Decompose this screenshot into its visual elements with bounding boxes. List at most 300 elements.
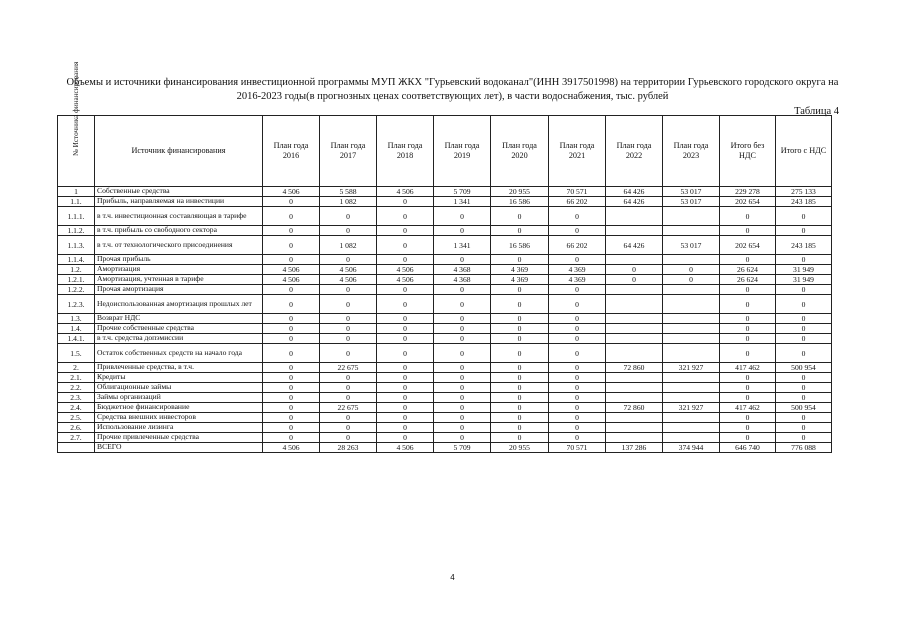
row-value: 417 462 xyxy=(720,403,776,413)
row-value: 72 860 xyxy=(606,363,663,373)
row-value: 22 675 xyxy=(320,363,377,373)
row-value: 0 xyxy=(263,255,320,265)
row-value: 64 426 xyxy=(606,197,663,207)
row-value: 20 955 xyxy=(491,443,549,453)
row-source: Привлеченные средства, в т.ч. xyxy=(95,363,263,373)
row-value: 0 xyxy=(434,334,491,344)
row-value xyxy=(663,383,720,393)
row-value: 0 xyxy=(377,413,434,423)
row-value: 66 202 xyxy=(549,236,606,255)
row-value xyxy=(663,423,720,433)
row-value: 500 954 xyxy=(776,363,832,373)
row-code: 1.1.3. xyxy=(58,236,95,255)
row-value: 0 xyxy=(491,403,549,413)
row-value: 0 xyxy=(720,207,776,226)
row-value: 0 xyxy=(320,433,377,443)
row-code: 1.1.1. xyxy=(58,207,95,226)
row-value: 0 xyxy=(377,285,434,295)
row-value: 28 263 xyxy=(320,443,377,453)
row-value: 137 286 xyxy=(606,443,663,453)
row-value: 0 xyxy=(549,433,606,443)
row-value xyxy=(606,433,663,443)
row-value: 0 xyxy=(776,207,832,226)
row-value xyxy=(663,314,720,324)
row-source: Средства внешних инвесторов xyxy=(95,413,263,423)
row-value: 0 xyxy=(263,226,320,236)
row-value: 0 xyxy=(377,226,434,236)
row-value: 0 xyxy=(491,433,549,443)
row-value: 776 088 xyxy=(776,443,832,453)
row-value: 1 341 xyxy=(434,236,491,255)
row-value: 0 xyxy=(491,207,549,226)
row-value xyxy=(606,295,663,314)
row-value: 0 xyxy=(320,344,377,363)
table-row xyxy=(58,226,832,236)
row-value: 4 506 xyxy=(263,265,320,275)
row-value: 5 709 xyxy=(434,187,491,197)
row-value xyxy=(663,207,720,226)
row-value: 1 341 xyxy=(434,197,491,207)
row-value: 0 xyxy=(720,314,776,324)
row-value: 0 xyxy=(491,285,549,295)
row-value: 31 949 xyxy=(776,275,832,285)
table-row xyxy=(58,265,832,275)
header-2021: План года 2021 xyxy=(549,116,606,187)
row-value: 0 xyxy=(263,324,320,334)
row-value: 243 185 xyxy=(776,236,832,255)
row-value xyxy=(663,393,720,403)
row-value: 0 xyxy=(776,334,832,344)
header-source: Источник финансирования xyxy=(95,116,263,187)
row-code: 2. xyxy=(58,363,95,373)
row-value: 64 426 xyxy=(606,236,663,255)
row-value xyxy=(663,373,720,383)
table-row xyxy=(58,403,832,413)
row-value: 0 xyxy=(720,295,776,314)
row-value: 0 xyxy=(776,324,832,334)
row-value: 0 xyxy=(377,403,434,413)
row-value: 243 185 xyxy=(776,197,832,207)
table-row xyxy=(58,393,832,403)
row-value: 0 xyxy=(720,324,776,334)
row-value: 0 xyxy=(491,334,549,344)
row-value: 0 xyxy=(434,285,491,295)
table-row xyxy=(58,433,832,443)
header-2016: План года 2016 xyxy=(263,116,320,187)
row-source: Собственные средства xyxy=(95,187,263,197)
table-body xyxy=(58,187,832,453)
row-value: 0 xyxy=(377,324,434,334)
row-value: 0 xyxy=(263,207,320,226)
row-value: 16 586 xyxy=(491,197,549,207)
row-value: 4 369 xyxy=(491,265,549,275)
row-source: Недоиспользованная амортизация прошлых лет xyxy=(95,295,263,314)
row-value: 0 xyxy=(549,423,606,433)
row-value: 0 xyxy=(491,226,549,236)
row-value: 0 xyxy=(720,413,776,423)
row-value: 202 654 xyxy=(720,236,776,255)
row-value xyxy=(606,324,663,334)
row-value: 417 462 xyxy=(720,363,776,373)
row-value: 53 017 xyxy=(663,197,720,207)
row-value: 646 740 xyxy=(720,443,776,453)
row-source: Амортизация xyxy=(95,265,263,275)
row-value: 0 xyxy=(377,383,434,393)
row-value: 0 xyxy=(720,334,776,344)
row-value: 0 xyxy=(377,255,434,265)
row-value: 4 506 xyxy=(263,275,320,285)
row-value: 0 xyxy=(720,433,776,443)
row-value: 0 xyxy=(263,334,320,344)
row-code: 2.6. xyxy=(58,423,95,433)
row-value xyxy=(606,413,663,423)
row-value: 0 xyxy=(549,295,606,314)
row-value: 0 xyxy=(263,423,320,433)
row-value: 16 586 xyxy=(491,236,549,255)
row-value: 0 xyxy=(434,324,491,334)
row-value: 4 506 xyxy=(263,443,320,453)
row-value: 0 xyxy=(434,403,491,413)
row-value: 0 xyxy=(720,344,776,363)
table-row xyxy=(58,275,832,285)
row-value: 53 017 xyxy=(663,187,720,197)
table-row xyxy=(58,334,832,344)
row-code: 1.2.3. xyxy=(58,295,95,314)
row-value: 0 xyxy=(263,433,320,443)
table-row xyxy=(58,383,832,393)
row-value: 1 082 xyxy=(320,236,377,255)
row-value: 0 xyxy=(491,423,549,433)
row-value: 0 xyxy=(720,393,776,403)
row-code: 2.5. xyxy=(58,413,95,423)
row-value xyxy=(663,413,720,423)
row-value: 0 xyxy=(434,363,491,373)
table-row xyxy=(58,285,832,295)
row-value xyxy=(606,344,663,363)
row-value: 0 xyxy=(720,383,776,393)
row-source: Кредиты xyxy=(95,373,263,383)
row-value: 0 xyxy=(491,363,549,373)
row-value: 22 675 xyxy=(320,403,377,413)
row-value: 0 xyxy=(320,295,377,314)
row-value: 0 xyxy=(263,373,320,383)
row-value: 0 xyxy=(776,423,832,433)
row-value: 0 xyxy=(720,285,776,295)
row-value: 0 xyxy=(491,295,549,314)
table-row xyxy=(58,207,832,226)
row-value: 0 xyxy=(549,207,606,226)
row-value: 4 506 xyxy=(377,275,434,285)
row-source: Прочая прибыль xyxy=(95,255,263,265)
row-value xyxy=(663,334,720,344)
row-value: 0 xyxy=(377,197,434,207)
row-source: Займы организаций xyxy=(95,393,263,403)
row-value: 0 xyxy=(320,423,377,433)
row-value xyxy=(663,255,720,265)
row-source: Амортизация, учтенная в тарифе xyxy=(95,275,263,285)
row-value xyxy=(606,334,663,344)
row-value: 66 202 xyxy=(549,197,606,207)
row-value: 0 xyxy=(776,285,832,295)
row-value: 0 xyxy=(776,383,832,393)
table-row xyxy=(58,443,832,453)
row-source: Прочие привлеченные средства xyxy=(95,433,263,443)
row-value: 0 xyxy=(491,373,549,383)
row-value: 0 xyxy=(434,226,491,236)
row-source: ВСЕГО xyxy=(95,443,263,453)
row-value: 0 xyxy=(263,295,320,314)
row-value: 0 xyxy=(606,275,663,285)
row-code: 2.1. xyxy=(58,373,95,383)
row-value: 72 860 xyxy=(606,403,663,413)
row-value: 0 xyxy=(720,423,776,433)
row-value xyxy=(606,226,663,236)
row-code xyxy=(58,443,95,453)
row-value: 0 xyxy=(434,255,491,265)
row-value: 0 xyxy=(491,393,549,403)
row-code: 1.2. xyxy=(58,265,95,275)
row-value: 0 xyxy=(434,314,491,324)
title-line-2: 2016-2023 годы(в прогнозных ценах соответствующих лет), в части водоснабжения, тыс. рублей xyxy=(236,91,669,102)
row-value: 0 xyxy=(377,373,434,383)
table-row xyxy=(58,197,832,207)
row-value: 0 xyxy=(377,393,434,403)
row-value: 0 xyxy=(776,295,832,314)
row-value: 0 xyxy=(776,255,832,265)
row-value: 31 949 xyxy=(776,265,832,275)
row-value: 0 xyxy=(320,314,377,324)
row-value: 0 xyxy=(549,334,606,344)
row-value: 0 xyxy=(776,393,832,403)
row-value: 0 xyxy=(377,314,434,324)
row-value: 0 xyxy=(320,285,377,295)
row-value: 0 xyxy=(776,433,832,443)
row-value: 0 xyxy=(377,236,434,255)
row-value: 4 369 xyxy=(549,275,606,285)
row-value: 0 xyxy=(606,265,663,275)
row-source: Прибыль, направляемая на инвестиции xyxy=(95,197,263,207)
row-value: 0 xyxy=(549,383,606,393)
row-value: 0 xyxy=(720,255,776,265)
row-value: 0 xyxy=(320,393,377,403)
row-value: 0 xyxy=(320,334,377,344)
row-code: 1.2.2. xyxy=(58,285,95,295)
row-value: 0 xyxy=(320,413,377,423)
table-row xyxy=(58,373,832,383)
row-value: 0 xyxy=(776,226,832,236)
row-value: 0 xyxy=(663,275,720,285)
row-value xyxy=(606,373,663,383)
table-row xyxy=(58,344,832,363)
row-value: 0 xyxy=(549,373,606,383)
row-value: 0 xyxy=(549,344,606,363)
header-2020: План года 2020 xyxy=(491,116,549,187)
row-value: 0 xyxy=(491,324,549,334)
row-value: 70 571 xyxy=(549,443,606,453)
title-line-1: Объемы и источники финансирования инвестиционной программы МУП ЖКХ "Гурьевский водоканал"(ИНН 3917501998) на территории Гурьевского городского округа на xyxy=(66,77,839,88)
table-row xyxy=(58,255,832,265)
table-row xyxy=(58,413,832,423)
row-value: 0 xyxy=(377,363,434,373)
row-value: 0 xyxy=(720,373,776,383)
row-code: 1.4.1. xyxy=(58,334,95,344)
row-value xyxy=(663,226,720,236)
row-source: Остаток собственных средств на начало года xyxy=(95,344,263,363)
header-code: № Источника финансирования xyxy=(58,116,95,187)
row-value: 20 955 xyxy=(491,187,549,197)
row-value: 0 xyxy=(776,344,832,363)
header-2022: План года 2022 xyxy=(606,116,663,187)
row-value: 500 954 xyxy=(776,403,832,413)
row-value: 0 xyxy=(549,413,606,423)
row-value: 0 xyxy=(491,314,549,324)
row-value: 4 368 xyxy=(434,275,491,285)
row-source: в т.ч. от технологического присоединения xyxy=(95,236,263,255)
row-value: 202 654 xyxy=(720,197,776,207)
table-row xyxy=(58,423,832,433)
row-value: 26 624 xyxy=(720,265,776,275)
row-value: 0 xyxy=(491,255,549,265)
row-value: 229 278 xyxy=(720,187,776,197)
row-value: 64 426 xyxy=(606,187,663,197)
table-row xyxy=(58,295,832,314)
row-value: 0 xyxy=(434,207,491,226)
row-value: 0 xyxy=(434,373,491,383)
row-code: 1.4. xyxy=(58,324,95,334)
row-value: 0 xyxy=(263,403,320,413)
row-value: 4 506 xyxy=(377,443,434,453)
row-value: 0 xyxy=(434,433,491,443)
row-code: 1.1.2. xyxy=(58,226,95,236)
header-2023: План года 2023 xyxy=(663,116,720,187)
table-row xyxy=(58,324,832,334)
row-value: 4 506 xyxy=(263,187,320,197)
row-value: 0 xyxy=(776,413,832,423)
row-value: 0 xyxy=(776,373,832,383)
row-value: 374 944 xyxy=(663,443,720,453)
table-row xyxy=(58,363,832,373)
row-value: 5 709 xyxy=(434,443,491,453)
row-value: 4 368 xyxy=(434,265,491,275)
row-value xyxy=(663,295,720,314)
row-value: 5 588 xyxy=(320,187,377,197)
row-value: 4 506 xyxy=(377,265,434,275)
row-value: 0 xyxy=(434,413,491,423)
row-value: 0 xyxy=(263,344,320,363)
row-source: Бюджетное финансирование xyxy=(95,403,263,413)
row-value: 0 xyxy=(549,363,606,373)
row-value: 0 xyxy=(320,383,377,393)
row-value: 0 xyxy=(377,344,434,363)
row-value: 0 xyxy=(549,226,606,236)
row-code: 1.2.1. xyxy=(58,275,95,285)
table-row xyxy=(58,314,832,324)
row-value: 0 xyxy=(549,393,606,403)
document-title xyxy=(20,76,885,104)
row-code: 1.5. xyxy=(58,344,95,363)
row-value: 0 xyxy=(549,324,606,334)
header-total-no-vat: Итого без НДС xyxy=(720,116,776,187)
row-code: 1.1.4. xyxy=(58,255,95,265)
row-value: 321 927 xyxy=(663,403,720,413)
row-value: 0 xyxy=(263,236,320,255)
row-source: в т.ч. инвестиционная составляющая в тарифе xyxy=(95,207,263,226)
row-source: Прочие собственные средства xyxy=(95,324,263,334)
row-value xyxy=(606,393,663,403)
row-value: 0 xyxy=(720,226,776,236)
row-value xyxy=(606,383,663,393)
row-value: 0 xyxy=(434,393,491,403)
header-total-vat: Итого с НДС xyxy=(776,116,832,187)
row-value: 0 xyxy=(549,285,606,295)
row-value: 0 xyxy=(434,423,491,433)
row-value: 0 xyxy=(320,226,377,236)
row-value xyxy=(663,324,720,334)
row-value: 0 xyxy=(549,314,606,324)
row-code: 1.3. xyxy=(58,314,95,324)
row-value xyxy=(663,285,720,295)
row-value xyxy=(606,207,663,226)
row-code: 2.7. xyxy=(58,433,95,443)
table-row xyxy=(58,187,832,197)
row-value xyxy=(606,255,663,265)
row-value: 0 xyxy=(320,255,377,265)
row-value xyxy=(663,344,720,363)
row-value: 4 369 xyxy=(549,265,606,275)
row-value: 0 xyxy=(263,285,320,295)
row-value: 0 xyxy=(776,314,832,324)
header-2017: План года 2017 xyxy=(320,116,377,187)
row-value: 0 xyxy=(491,413,549,423)
row-source: в т.ч. средства допэмиссии xyxy=(95,334,263,344)
row-value: 26 624 xyxy=(720,275,776,285)
row-code: 2.3. xyxy=(58,393,95,403)
row-value: 0 xyxy=(491,383,549,393)
row-value: 4 369 xyxy=(491,275,549,285)
row-source: Использование лизинга xyxy=(95,423,263,433)
row-value: 0 xyxy=(320,373,377,383)
row-value: 0 xyxy=(263,197,320,207)
row-value: 0 xyxy=(377,423,434,433)
row-value: 275 133 xyxy=(776,187,832,197)
row-value: 0 xyxy=(663,265,720,275)
row-value: 0 xyxy=(263,314,320,324)
row-source: Возврат НДС xyxy=(95,314,263,324)
row-value: 321 927 xyxy=(663,363,720,373)
row-source: Прочая амортизация xyxy=(95,285,263,295)
row-value xyxy=(606,285,663,295)
row-source: Облигационные займы xyxy=(95,383,263,393)
row-value: 0 xyxy=(377,295,434,314)
table-row xyxy=(58,236,832,255)
row-code: 1.1. xyxy=(58,197,95,207)
row-code: 2.4. xyxy=(58,403,95,413)
row-value: 0 xyxy=(434,295,491,314)
page-number: 4 xyxy=(450,573,455,582)
table-number-label: Таблица 4 xyxy=(794,106,839,117)
row-value: 0 xyxy=(434,344,491,363)
row-value: 4 506 xyxy=(377,187,434,197)
row-value: 0 xyxy=(549,403,606,413)
row-value: 1 082 xyxy=(320,197,377,207)
row-value: 4 506 xyxy=(320,275,377,285)
row-value: 70 571 xyxy=(549,187,606,197)
row-value: 0 xyxy=(377,433,434,443)
row-value xyxy=(606,314,663,324)
row-value: 0 xyxy=(491,344,549,363)
row-code: 1 xyxy=(58,187,95,197)
header-2019: План года 2019 xyxy=(434,116,491,187)
